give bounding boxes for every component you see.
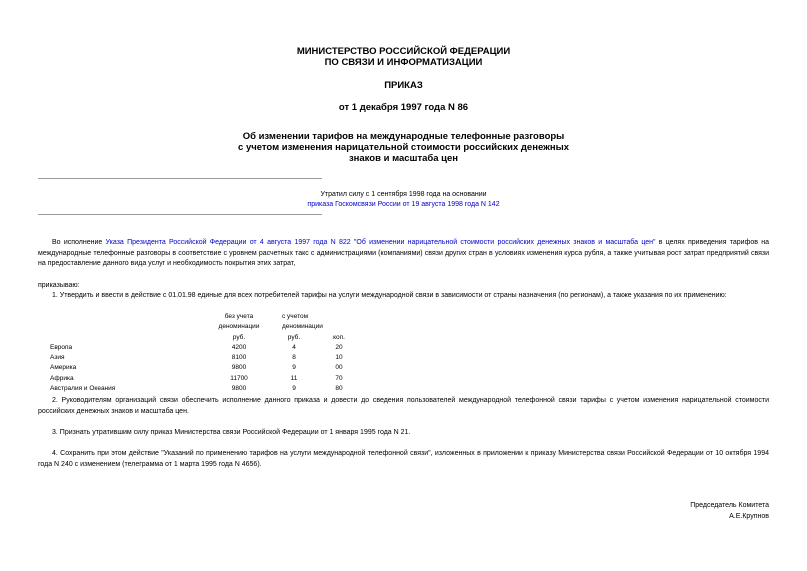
status-note [0,190,807,210]
document-date: от 1 декабря 1997 года N 86 [338,102,469,113]
header-with-denomination-2: деноминации [282,323,323,331]
unit-kop: коп. [333,333,345,341]
ministry-line-2: ПО СВЯЗИ И ИНФОРМАТИЗАЦИИ [324,57,483,68]
signature-name: А.Е.Крупнов [729,513,769,520]
preamble-prefix: Во исполнение [52,239,106,246]
kop-cell: 80 [335,385,343,393]
table-header-row [38,312,364,322]
table-header-row [38,322,364,332]
region-cell: Америка [50,364,77,372]
item-1: 1. Утвердить и ввести в действие с 01.01.98 единые для всех потребителей тарифы на услуги международной связи в зависимости от страны назначения (по регионам), а также указания по их применению: [52,292,727,299]
status-note-text: Утратил силу с 1 сентября 1998 года на основании [320,191,487,198]
kop-cell: 20 [335,343,343,351]
old-price-cell: 9800 [231,385,247,393]
old-price-cell: 11700 [230,374,248,382]
table-row [38,363,364,373]
ministry-line-1: МИНИСТЕРСТВО РОССИЙСКОЙ ФЕДЕРАЦИИ [296,46,511,57]
rub-cell: 9 [292,385,296,393]
order-word: приказываю: [38,282,80,289]
table-row [38,384,364,394]
region-cell: Африка [50,374,74,382]
table-row [38,343,364,353]
preamble-paragraph [38,238,769,270]
rub-cell: 4 [292,343,296,351]
unit-rub-new: руб. [287,333,301,341]
unit-rub-old: руб. [232,333,246,341]
document-title-line-1: Об изменении тарифов на международные телефонные разговоры [242,131,565,142]
status-note-link[interactable]: приказа Госкомсвязи России от 19 августа 1998 года N 142 [307,201,500,208]
rub-cell: 8 [292,354,296,362]
header-with-denomination-1: с учетом [282,313,309,320]
header-without-denomination-1: без учета [224,313,254,320]
rub-cell: 9 [292,364,296,372]
signature-position: Председатель Комитета [690,502,769,509]
document-title-line-3: знаков и масштаба цен [348,153,459,164]
document-type: ПРИКАЗ [384,80,423,91]
item-4: 4. Сохранить при этом действие "Указаний по применению тарифов на услуги международной телефонной связи", изложенных в приложении к приказу Министерства связи Российской Федерации от 10 октября 1994 года N 240 с изменением (телеграмма от 1 марта 1995 года N 4656). [38,450,769,468]
table-row [38,353,364,363]
divider-bottom [38,214,322,215]
region-cell: Австралия и Океания [50,385,116,393]
kop-cell: 00 [335,364,343,372]
kop-cell: 10 [335,354,343,362]
region-cell: Азия [50,354,65,362]
preamble-suffix: в целях приведения тарифов на международные телефонные разговоры в соответствие с уровнем расчетных такс с администрациями (компаниями) связи других стран в условиях изменения курса рубля, а также учитывая рост затрат предприятий связи на предоставление данного вида услуг и необходимость покрытия этих затрат, [38,239,769,267]
table-row [38,374,364,384]
header-without-denomination-2: деноминации [218,323,260,331]
decree-link[interactable]: Указа Президента Российской Федерации от 4 августа 1997 года N 822 "Об изменении нарицательной стоимости российских денежных знаков и масштаба цен" [105,239,656,246]
old-price-cell: 8100 [231,354,247,362]
table-unit-row [38,333,364,343]
item-3: 3. Признать утратившим силу приказ Министерства связи Российской Федерации от 1 января 1995 года N 21. [52,429,411,436]
kop-cell: 70 [335,374,343,382]
item-2: 2. Руководителям организаций связи обеспечить исполнение данного приказа и довести до сведения пользователей международной телефонной связи тарифы с учетом изменения нарицательной стоимости российских денежных знаков и масштаба цен. [38,397,769,415]
divider-top [38,178,322,179]
document-title-line-2: с учетом изменения нарицательной стоимости российских денежных [238,142,569,153]
region-cell: Европа [50,343,73,351]
rub-cell: 11 [290,374,298,382]
old-price-cell: 4200 [231,343,247,351]
tariff-table [38,312,364,394]
old-price-cell: 9800 [231,364,247,372]
